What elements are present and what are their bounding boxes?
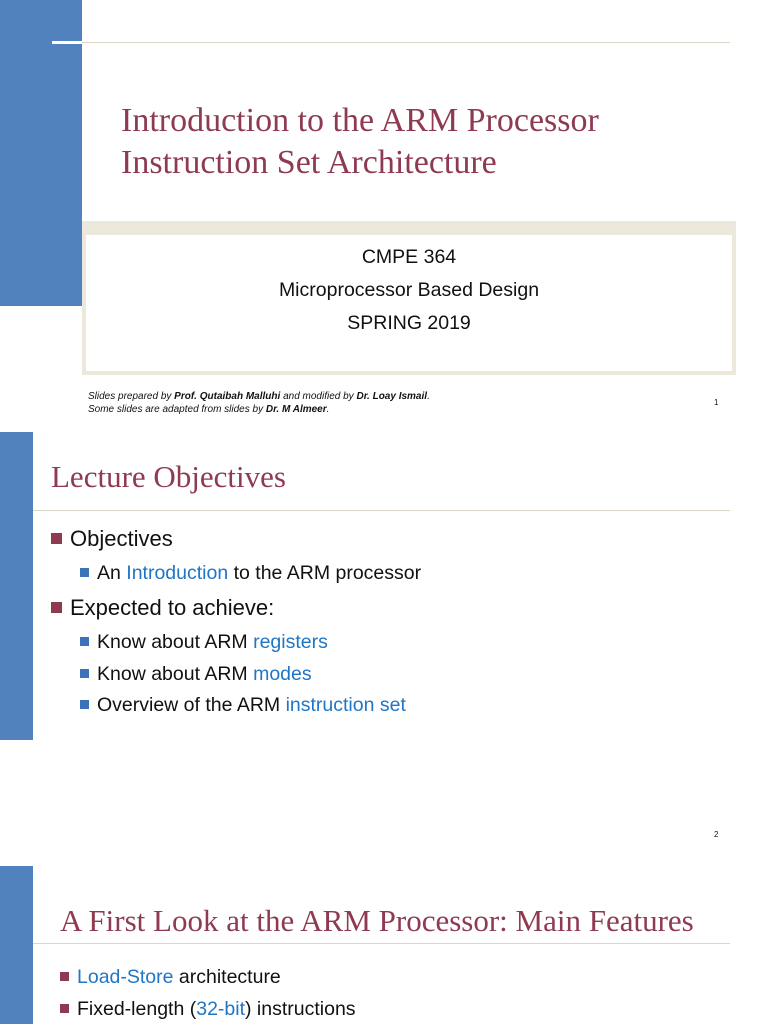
slide-accent-bar (0, 432, 33, 740)
credits-author: Dr. Loay Ismail (356, 391, 428, 402)
sub-bullet (80, 561, 421, 585)
bullet-square-icon (51, 533, 62, 544)
page-number: 1 (714, 398, 719, 407)
course-term: SPRING 2019 (347, 312, 471, 334)
credits-line-1 (88, 390, 430, 403)
highlight-text: modes (253, 663, 312, 685)
slide-2 (0, 432, 768, 852)
bullet-objectives (51, 526, 173, 552)
bullet-text: Fixed-length ( (77, 998, 197, 1020)
bullet-text: Objectives (70, 526, 173, 551)
credits-author: Prof. Qutaibah Malluhi (174, 391, 281, 402)
bullet-text: to the ARM processor (228, 562, 422, 584)
feature-bullet (60, 997, 356, 1021)
title-line-1: Introduction to the ARM Processor (121, 102, 599, 139)
slide-title (121, 100, 599, 184)
bullet-text: Overview of the ARM (97, 694, 286, 716)
title-line-2: Instruction Set Architecture (121, 144, 497, 181)
bullet-square-icon (80, 568, 89, 577)
credits-text: . (326, 404, 330, 415)
slide-accent-bar (0, 0, 82, 306)
highlight-text: registers (253, 631, 328, 653)
credits-text: Slides prepared by (88, 391, 175, 402)
title-underline (33, 510, 730, 511)
divider-line (82, 42, 730, 43)
bullet-square-icon (60, 1004, 69, 1013)
slide-credits (88, 390, 430, 416)
slide-accent-bar (0, 866, 33, 1024)
highlight-text: Introduction (126, 562, 229, 584)
credits-text: and modified by (280, 391, 357, 402)
slide-title: A First Look at the ARM Processor: Main Features (60, 903, 694, 938)
highlight-text: instruction set (285, 694, 406, 716)
course-name: Microprocessor Based Design (278, 279, 540, 301)
bullet-text: Know about ARM (97, 631, 254, 653)
course-info-inner (86, 235, 732, 371)
bullet-square-icon (80, 700, 89, 709)
bullet-square-icon (60, 972, 69, 981)
bullet-text: ) instructions (245, 998, 356, 1020)
bullet-square-icon (51, 602, 62, 613)
credits-text: Some slides are adapted from slides by (88, 404, 266, 415)
course-code: CMPE 364 (361, 246, 457, 268)
highlight-text: 32-bit (196, 998, 245, 1020)
sub-bullet (80, 662, 312, 686)
page-number: 2 (714, 830, 719, 839)
bullet-text: Expected to achieve: (70, 595, 275, 620)
title-underline (33, 943, 730, 944)
bullet-text: Know about ARM (97, 663, 254, 685)
slide-title: Lecture Objectives (51, 459, 286, 494)
accent-dash (52, 41, 82, 44)
credits-line-2 (88, 403, 430, 416)
slide-1 (0, 0, 768, 420)
bullet-text: An (97, 562, 127, 584)
sub-bullet (80, 693, 406, 717)
bullet-square-icon (80, 669, 89, 678)
bullet-square-icon (80, 637, 89, 646)
credits-author: Dr. M Almeer (265, 404, 327, 415)
credits-text: . (427, 391, 430, 402)
bullet-expected (51, 595, 274, 621)
course-info-box (82, 221, 736, 375)
sub-bullet (80, 630, 328, 654)
feature-bullet (60, 965, 281, 989)
bullet-text: architecture (173, 966, 281, 988)
slide-3 (0, 866, 768, 1024)
highlight-text: Load-Store (77, 966, 174, 988)
